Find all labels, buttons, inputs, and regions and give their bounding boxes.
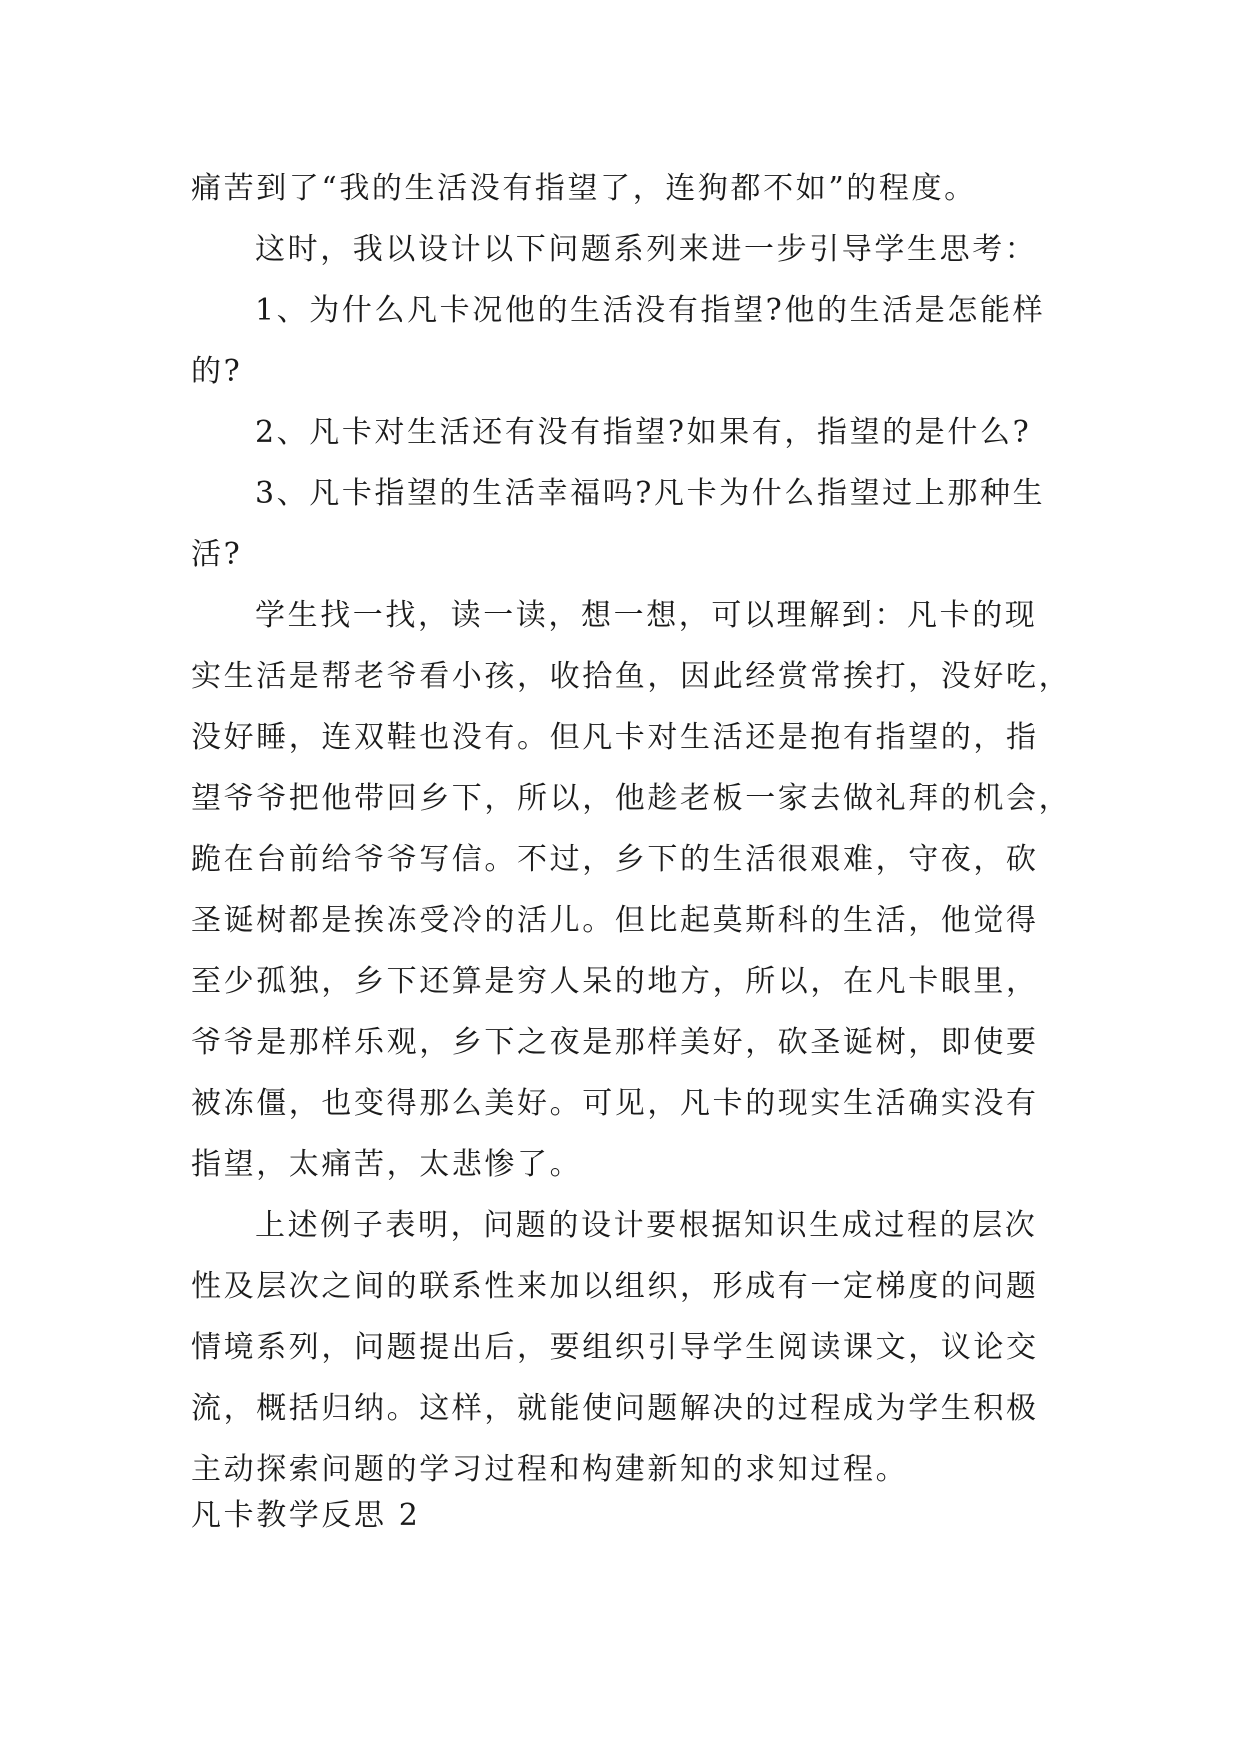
text-line: 痛苦到了“我的生活没有指望了，连狗都不如”的程度。 (191, 171, 977, 206)
paragraph-line: 学生找一找，读一读，想一想，可以理解到：凡卡的现 (255, 598, 1038, 633)
document-body (191, 158, 1072, 1500)
section-heading: 凡卡教学反思 2 (191, 1498, 421, 1533)
paragraph-line: 至少孤独，乡下还算是穷人呆的地方，所以，在凡卡眼里， (191, 964, 1039, 999)
paragraph-line: 指望，太痛苦，太悲惨了。 (191, 1147, 583, 1182)
question-1-continuation: 的? (191, 354, 243, 389)
paragraph-line: 望爷爷把他带回乡下，所以，他趁老板一家去做礼拜的机会， (191, 781, 1072, 816)
text-line: 这时，我以设计以下问题系列来进一步引导学生思考： (255, 232, 1038, 267)
paragraph-line: 主动探索问题的学习过程和构建新知的求知过程。 (191, 1452, 909, 1487)
paragraph-line: 流，概括归纳。这样，就能使问题解决的过程成为学生积极 (191, 1391, 1039, 1426)
question-3-continuation: 活? (191, 537, 243, 572)
paragraph-line: 被冻僵，也变得那么美好。可见，凡卡的现实生活确实没有 (191, 1086, 1039, 1121)
paragraph-line: 性及层次之间的联系性来加以组织，形成有一定梯度的问题 (191, 1269, 1039, 1304)
paragraph-line: 跪在台前给爷爷写信。不过，乡下的生活很艰难，守夜，砍 (191, 842, 1039, 877)
paragraph-line: 爷爷是那样乐观，乡下之夜是那样美好，砍圣诞树，即使要 (191, 1025, 1039, 1060)
paragraph-line: 圣诞树都是挨冻受冷的活儿。但比起莫斯科的生活，他觉得 (191, 903, 1039, 938)
paragraph-line: 实生活是帮老爷看小孩，收拾鱼，因此经赏常挨打，没好吃， (191, 659, 1072, 694)
paragraph-line: 上述例子表明，问题的设计要根据知识生成过程的层次 (255, 1208, 1038, 1243)
question-1-line: 1、为什么凡卡况他的生活没有指望?他的生活是怎能样 (255, 293, 1046, 328)
paragraph-line: 情境系列，问题提出后，要组织引导学生阅读课文，议论交 (191, 1330, 1039, 1365)
question-2-line: 2、凡卡对生活还有没有指望?如果有，指望的是什么? (255, 415, 1032, 450)
question-3-line: 3、凡卡指望的生活幸福吗?凡卡为什么指望过上那种生 (255, 476, 1046, 511)
paragraph-line: 没好睡，连双鞋也没有。但凡卡对生活还是抱有指望的，指 (191, 720, 1039, 755)
